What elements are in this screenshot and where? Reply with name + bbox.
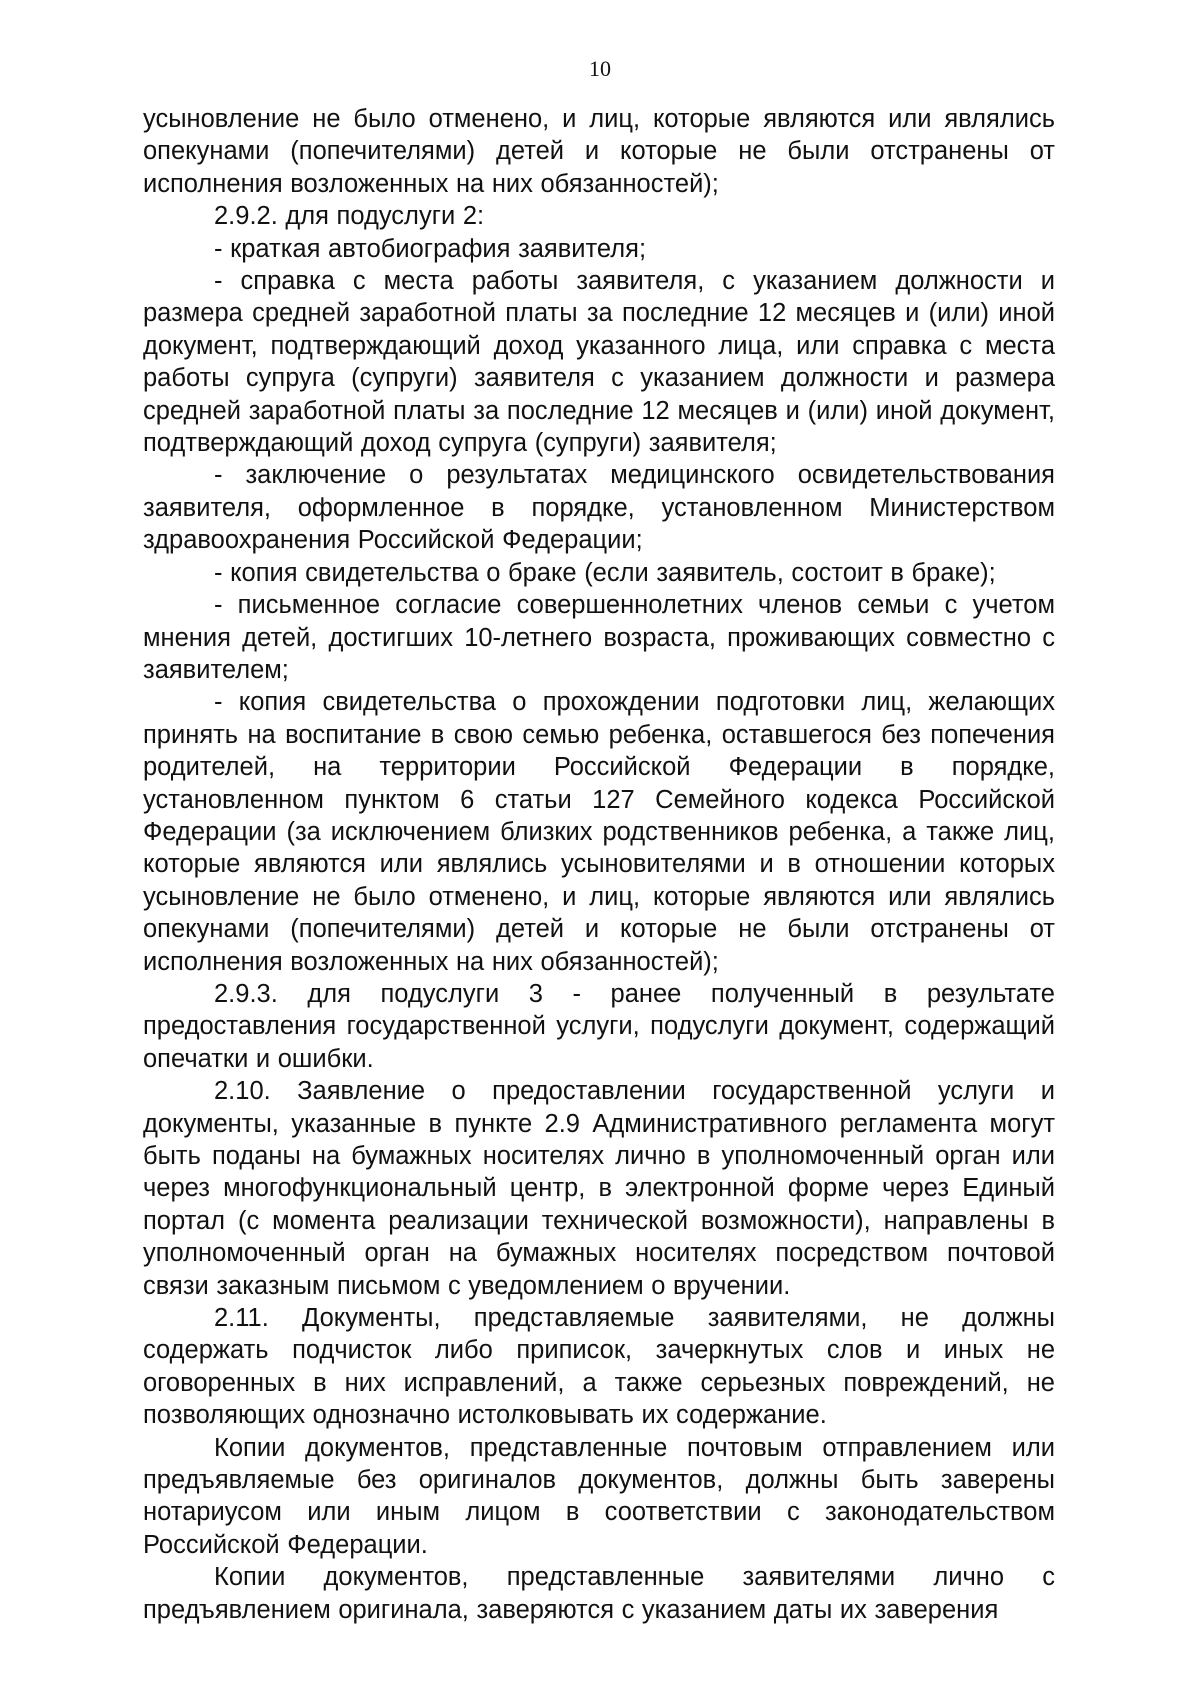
list-item-autobiography: - краткая автобиография заявителя;: [214, 234, 647, 263]
list-item-training-certificate: - копия свидетельства о прохождении подготовки лиц, желающих принять на воспитание в свою семью ребенка, оставшегося без попечения родителей, на территории Российской Федерации в порядке, установленном пунктом 6 статьи 127 Семейного кодекса Российской Федерации (за исключением близких родственников ребенка, а также лиц, которые являются или являлись усыновителями и в отношении которых усыновление не было отменено, и лиц, которые являются или являлись опекунами (попечителями) детей и которые не были отстранены от исполнения возложенных на них обязанностей);: [143, 688, 1055, 976]
paragraph-copies-personal: Копии документов, представленные заявителями лично с предъявлением оригинала, заверяются с указанием даты их заверения: [143, 1563, 1055, 1624]
paragraph-2-9-3: 2.9.3. для подуслуги 3 - ранее полученный в результате предоставления государственной услуги, подуслуги документ, содержащий опечатки и ошибки.: [143, 979, 1055, 1073]
list-item-medical-conclusion: - заключение о результатах медицинского освидетельствования заявителя, оформленное в порядке, установленном Министерством здравоохранения Российской Федерации;: [143, 461, 1055, 555]
list-item-marriage-certificate: - копия свидетельства о браке (если заявитель, состоит в браке);: [214, 558, 996, 587]
document-body: [143, 103, 1055, 1626]
list-item-family-consent: - письменное согласие совершеннолетних членов семьи с учетом мнения детей, достигших 10-летнего возраста, проживающих совместно с заявителем;: [143, 591, 1055, 684]
page-number: 10: [589, 56, 611, 81]
paragraph-2-9-2-heading: 2.9.2. для подуслуги 2:: [214, 202, 485, 231]
paragraph-copies-postal: Копии документов, представленные почтовым отправлением или предъявляемые без оригиналов документов, должны быть заверены нотариусом или иным лицом в соответствии с законодательством Российской Федерации.: [143, 1433, 1055, 1559]
paragraph-2-10: 2.10. Заявление о предоставлении государственной услуги и документы, указанные в пункте 2.9 Административного регламента могут быть поданы на бумажных носителях лично в уполномоченный орган или через многофункциональный центр, в электронной форме через Единый портал (с момента реализации технической возможности), направлены в уполномоченный орган на бумажных носителях посредством почтовой связи заказным письмом с уведомлением о вручении.: [143, 1077, 1055, 1300]
list-item-employment-certificate: - справка с места работы заявителя, с указанием должности и размера средней заработной платы за последние 12 месяцев и (или) иной документ, подтверждающий доход указанного лица, или справка с места работы супруга (супруги) заявителя с указанием должности и размера средней заработной платы за последние 12 месяцев и (или) иной документ, подтверждающий доход супруга (супруги) заявителя;: [143, 267, 1055, 458]
paragraph-2-11: 2.11. Документы, представляемые заявителями, не должны содержать подчисток либо приписок, зачеркнутых слов и иных не оговоренных в них исправлений, а также серьезных повреждений, не позволяющих однозначно истолковывать их содержание.: [143, 1304, 1055, 1430]
paragraph-continuation: усыновление не было отменено, и лиц, которые являются или являлись опекунами (попечителями) детей и которые не были отстранены от исполнения возложенных на них обязанностей);: [143, 105, 1055, 198]
